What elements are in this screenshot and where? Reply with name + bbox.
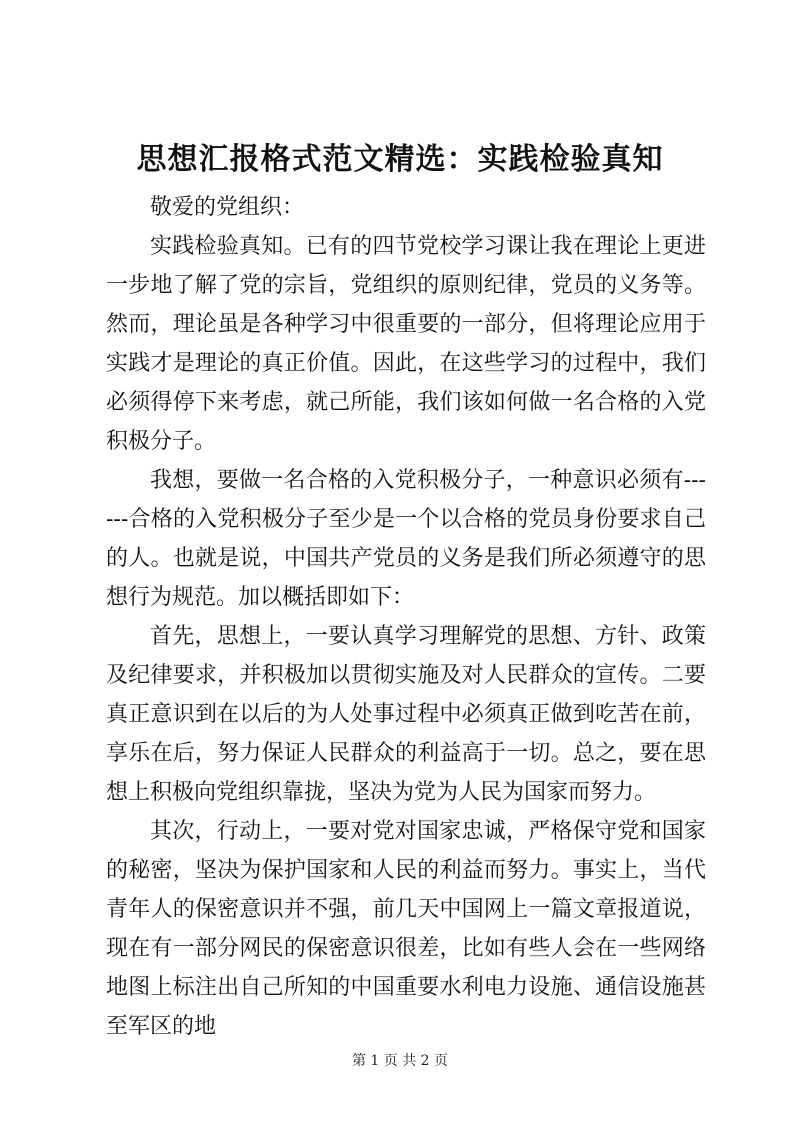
greeting-line: 敬爱的党组织： [150,195,305,220]
document-title: 思想汇报格式范文精选：实践检验真知 [136,142,664,177]
document-body [106,188,706,1046]
paragraph-4: 其次，行动上，一要对党对国家忠诚，严格保守党和国家的秘密，坚决为保护国家和人民的利益而努力。事实上，当代青年人的保密意识并不强，前几天中国网上一篇文章报道说，现在有一部分网民的保密意识很差，比如有些人会在一些网络地图上标注出自己所知的中国重要水利电力设施、通信设施甚至军区的地 [106,819,706,1039]
paragraph-2: 我想，要做一名合格的入党积极分子，一种意识必须有------合格的入党积极分子至少是一个以合格的党员身份要求自己的人。也就是说，中国共产党员的义务是我们所必须遵守的思想行为规范。加以概括即如下： [106,468,706,610]
paragraph-3: 首先，思想上，一要认真学习理解党的思想、方针、政策及纪律要求，并积极加以贯彻实施及对人民群众的宣传。二要真正意识到在以后的为人处事过程中必须真正做到吃苦在前，享乐在后，努力保证人民群众的利益高于一切。总之，要在思想上积极向党组织靠拢，坚决为党为人民为国家而努力。 [106,624,706,805]
page-footer: 第 1 页 共 2 页 [351,1053,449,1069]
paragraph-1: 实践检验真知。已有的四节党校学习课让我在理论上更进一步地了解了党的宗旨，党组织的原则纪律，党员的义务等。然而，理论虽是各种学习中很重要的一部分，但将理论应用于实践才是理论的真正价值。因此，在这些学习的过程中，我们必须得停下来考虑，就己所能，我们该如何做一名合格的入党积极分子。 [106,234,706,454]
